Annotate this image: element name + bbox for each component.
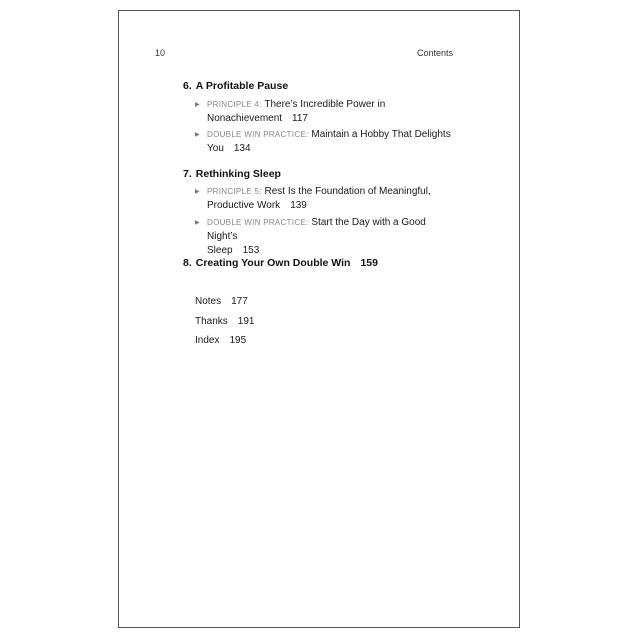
toc-entry — [195, 216, 455, 258]
book-page — [118, 10, 520, 628]
back-matter-label: Notes — [195, 296, 222, 307]
entry-tag: PRINCIPLE 4: — [207, 100, 262, 109]
back-matter-thanks — [195, 316, 254, 327]
back-matter-page: 177 — [231, 296, 248, 307]
back-matter-page: 191 — [237, 316, 255, 327]
chapter-number: 7. — [183, 168, 192, 180]
chapter-heading — [183, 257, 378, 269]
chapter-page: 159 — [360, 257, 378, 269]
entry-title-line1: Start the Day with a Good Night’s — [207, 217, 426, 242]
chapter-heading — [183, 168, 281, 180]
entry-page: 139 — [290, 200, 307, 211]
entry-title-line2: Sleep — [207, 245, 233, 256]
back-matter-page: 195 — [229, 335, 247, 346]
back-matter-notes — [195, 296, 248, 307]
entry-title-line2: You — [207, 143, 224, 154]
entry-title-line1: There’s Incredible Power in — [264, 99, 386, 110]
bullet-triangle-icon: ▶ — [195, 132, 200, 138]
toc-entry — [195, 185, 455, 213]
chapter-title: Creating Your Own Double Win — [195, 257, 351, 269]
entry-title-line1: Maintain a Hobby That Delights — [311, 129, 451, 140]
bullet-triangle-icon: ▶ — [195, 220, 200, 226]
toc-entry — [195, 128, 455, 156]
entry-title-line2: Nonachievement — [207, 113, 283, 124]
entry-page: 153 — [242, 245, 260, 256]
entry-title-line2: Productive Work — [207, 200, 281, 211]
entry-tag: PRINCIPLE 5: — [207, 187, 262, 196]
chapter-heading — [183, 80, 288, 92]
entry-tag: DOUBLE WIN PRACTICE: — [207, 130, 309, 139]
section-name: Contents — [416, 48, 453, 58]
entry-page: 134 — [233, 143, 251, 154]
back-matter-index — [195, 335, 246, 346]
bullet-triangle-icon: ▶ — [195, 189, 200, 195]
chapter-title: Rethinking Sleep — [195, 168, 281, 180]
chapter-number: 8. — [183, 257, 192, 269]
chapter-number: 6. — [183, 80, 192, 92]
page-number: 10 — [155, 48, 166, 58]
entry-title-line1: Rest Is the Foundation of Meaningful, — [264, 186, 431, 197]
entry-tag: DOUBLE WIN PRACTICE: — [207, 218, 309, 227]
back-matter-label: Index — [195, 335, 220, 346]
bullet-triangle-icon: ▶ — [195, 102, 200, 108]
entry-page: 117 — [292, 113, 308, 124]
running-head — [155, 48, 453, 60]
chapter-title: A Profitable Pause — [195, 80, 289, 92]
back-matter-label: Thanks — [195, 316, 228, 327]
toc-entry — [195, 98, 455, 126]
